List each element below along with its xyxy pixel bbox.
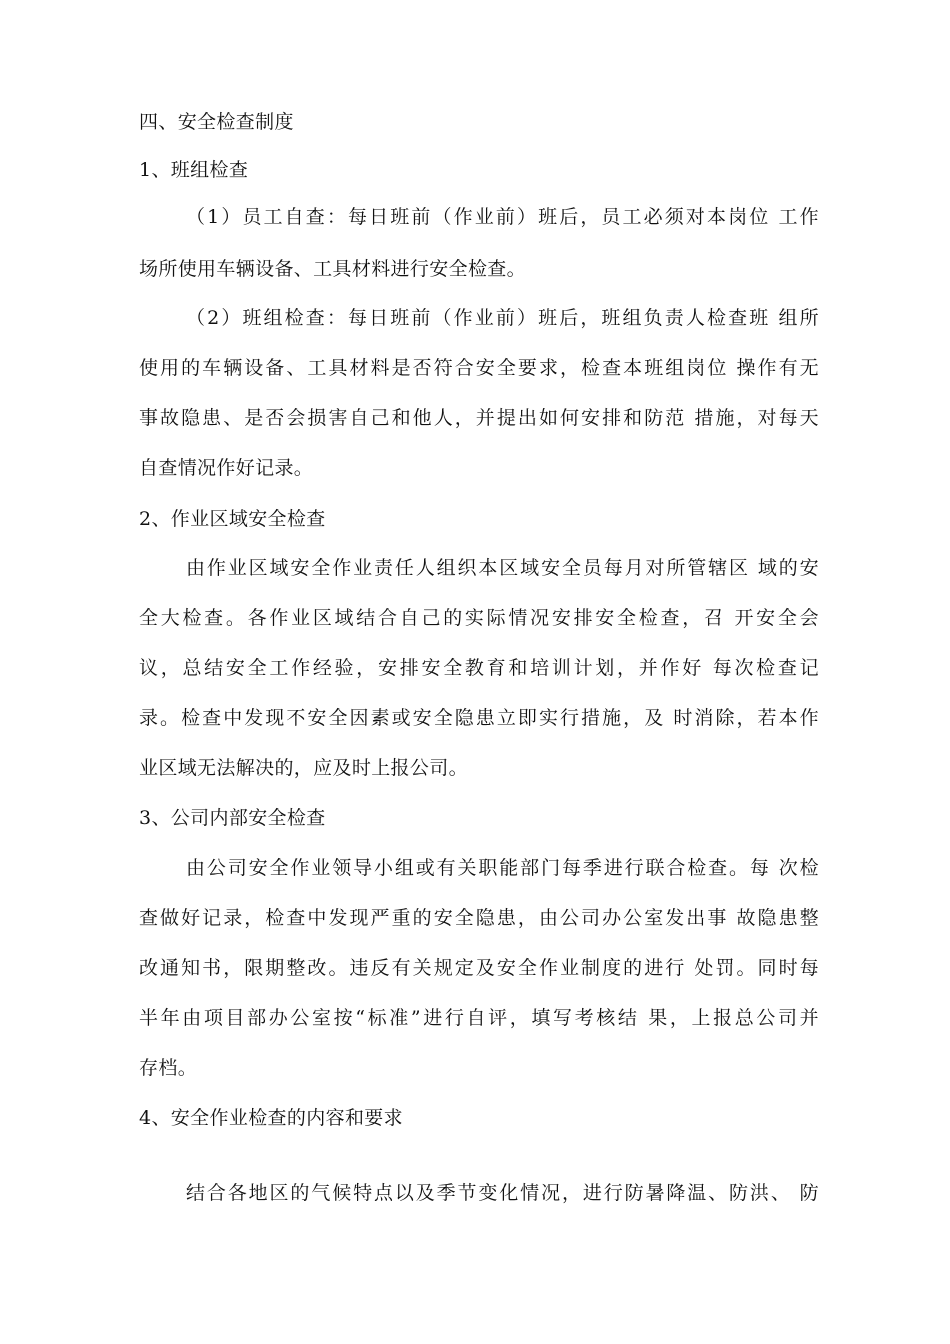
- paragraph-line: 查做好记录，检查中发现严重的安全隐患，由公司办公室发出事 故隐患整: [139, 907, 819, 929]
- paragraph-line: （1）员工自查：每日班前（作业前）班后，员工必须对本岗位 工作: [186, 206, 819, 228]
- paragraph-line: 由作业区域安全作业责任人组织本区域安全员每月对所管辖区 域的安: [186, 557, 819, 579]
- paragraph-line: 结合各地区的气候特点以及季节变化情况，进行防暑降温、防洪、 防: [186, 1182, 819, 1204]
- subsection-heading-4: 4、安全作业检查的内容和要求: [139, 1107, 403, 1129]
- paragraph-line: 使用的车辆设备、工具材料是否符合安全要求，检查本班组岗位 操作有无: [139, 357, 819, 379]
- paragraph-line: 场所使用车辆设备、工具材料进行安全检查。: [139, 258, 527, 280]
- paragraph-line: 业区域无法解决的，应及时上报公司。: [139, 757, 468, 779]
- subsection-heading-2: 2、作业区域安全检查: [139, 508, 326, 530]
- paragraph-line: 事故隐患、是否会损害自己和他人，并提出如何安排和防范 措施，对每天: [139, 407, 819, 429]
- subsection-heading-3: 3、公司内部安全检查: [139, 807, 326, 829]
- paragraph-line: （2）班组检查：每日班前（作业前）班后，班组负责人检查班 组所: [186, 307, 819, 329]
- paragraph-line: 半年由项目部办公室按“标准”进行自评，填写考核结 果，上报总公司并: [139, 1007, 819, 1029]
- paragraph-line: 改通知书，限期整改。违反有关规定及安全作业制度的进行 处罚。同时每: [139, 957, 819, 979]
- section-title: 四、安全检查制度: [139, 111, 294, 133]
- paragraph-line: 录。检查中发现不安全因素或安全隐患立即实行措施，及 时消除，若本作: [139, 707, 819, 729]
- subsection-heading-1: 1、班组检查: [139, 159, 249, 181]
- paragraph-line: 存档。: [139, 1057, 198, 1079]
- paragraph-line: 议，总结安全工作经验，安排安全教育和培训计划，并作好 每次检查记: [139, 657, 819, 679]
- paragraph-line: 自查情况作好记录。: [139, 457, 314, 479]
- paragraph-line: 由公司安全作业领导小组或有关职能部门每季进行联合检查。每 次检: [186, 857, 819, 879]
- paragraph-line: 全大检查。各作业区域结合自己的实际情况安排安全检查，召 开安全会: [139, 607, 819, 629]
